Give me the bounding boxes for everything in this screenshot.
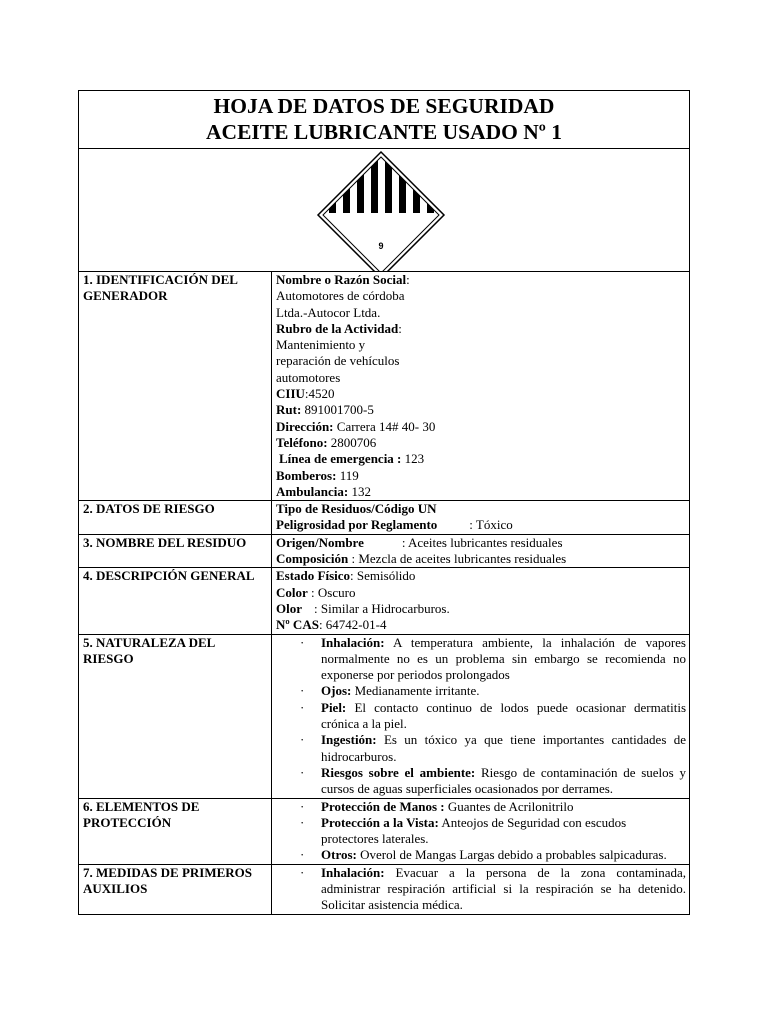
- content-naturaleza-riesgo: [272, 634, 690, 798]
- row-nombre-residuo: [79, 534, 689, 568]
- hazard-class-number: 9: [378, 241, 384, 251]
- color-value: : Oscuro: [311, 584, 356, 600]
- razon-value-2: Ltda.-Autocor Ltda.: [276, 304, 381, 320]
- list-item: · Ingestión: Es un tóxico ya que tiene importantes cantidades de hidrocarburos.: [300, 732, 686, 764]
- hazard-symbol-row: [79, 149, 689, 272]
- row-elementos-proteccion: [79, 798, 689, 864]
- ambulancia-value: 132: [351, 483, 371, 499]
- composicion-value: : Mezcla de aceites lubricantes residuales: [351, 551, 567, 567]
- ciiu-label: CIIU: [276, 386, 305, 402]
- title-line-2: ACEITE LUBRICANTE USADO Nº 1: [206, 120, 562, 144]
- direccion-label: Dirección:: [276, 418, 334, 434]
- row-primeros-auxilios: [79, 864, 689, 913]
- title-line-1: HOJA DE DATOS DE SEGURIDAD: [213, 94, 555, 118]
- list-item: · Inhalación: A temperatura ambiente, la inhalación de vapores normalmente no es un problema sin embargo se recomienda no exponerse por periodos prolongados: [300, 634, 686, 683]
- content-datos-riesgo: [272, 501, 690, 535]
- list-item: · Ojos: Medianamente irritante.: [300, 683, 480, 699]
- content-elementos-proteccion: [272, 798, 690, 864]
- peligrosidad-value: : Tóxico: [469, 517, 513, 533]
- peligrosidad-label: Peligrosidad por Reglamento: [276, 517, 438, 533]
- label-datos-riesgo: 2. DATOS DE RIESGO: [79, 501, 272, 535]
- bomberos-value: 119: [339, 467, 359, 483]
- bullet-icon: ·: [300, 699, 305, 715]
- hazard-class-9-diamond-icon: [311, 149, 451, 271]
- primeros-auxilios-list: [276, 865, 686, 914]
- olor-value: : Similar a Hidrocarburos.: [314, 600, 450, 616]
- bullet-icon: ·: [300, 764, 305, 780]
- estado-label: Estado Físico: [276, 568, 351, 584]
- label-naturaleza-riesgo: 5. NATURALEZA DEL RIESGO: [79, 634, 272, 798]
- list-item: · Otros: Overol de Mangas Largas debido a probables salpicaduras.: [300, 847, 667, 863]
- naturaleza-riesgo-list: [276, 635, 686, 798]
- content-identificacion: Nombre o Razón Social: Automotores de córdoba Ltda.-Autocor Ltda. Rubro de la Actividad: Mantenimiento y reparación de vehículos automotores CIIU:4520 Rut: 891001700-5 Dirección: Carrera 14# 40- 30 Teléfono: 2800706 Línea de emergencia : 123 Bomberos: 119 Ambulancia: 132: [272, 272, 690, 501]
- tipo-residuos-label: Tipo de Residuos/Código UN: [276, 501, 437, 517]
- ambulancia-label: Ambulancia:: [276, 483, 349, 499]
- row-naturaleza-riesgo: [79, 634, 689, 798]
- rut-label: Rut:: [276, 402, 302, 418]
- row-datos-riesgo: [79, 501, 689, 535]
- estado-value: : Semisólido: [350, 568, 416, 584]
- list-item: · Inhalación: Evacuar a la persona de la zona contaminada, administrar respiración artificial si la respiración se ha detenido. Solicitar asistencia médica.: [300, 864, 686, 913]
- bomberos-label: Bomberos:: [276, 467, 337, 483]
- composicion-label: Composición: [276, 551, 349, 567]
- label-primeros-auxilios: 7. MEDIDAS DE PRIMEROS AUXILIOS: [79, 864, 272, 913]
- olor-label: Olor: [276, 600, 302, 616]
- list-item: · Protección a la Vista: Anteojos de Seguridad con escudos protectores laterales.: [300, 814, 627, 847]
- rubro-value-1: Mantenimiento y: [276, 337, 366, 353]
- bullet-icon: ·: [300, 798, 305, 814]
- document-title: [79, 91, 689, 149]
- cas-value: : 64742-01-4: [318, 617, 387, 633]
- cas-label: Nº CAS: [276, 617, 319, 633]
- data-sheet-table: [79, 272, 689, 914]
- content-primeros-auxilios: [272, 864, 690, 913]
- bullet-icon: ·: [300, 634, 305, 650]
- ciiu-value: :4520: [304, 386, 335, 402]
- color-label: Color: [276, 584, 308, 600]
- row-descripcion-general: [79, 568, 689, 634]
- label-elementos-proteccion: 6. ELEMENTOS DE PROTECCIÓN: [79, 798, 272, 864]
- list-item: · Riesgos sobre el ambiente: Riesgo de contaminación de suelos y cursos de aguas superficiales ocasionados por derrames.: [300, 764, 686, 797]
- content-descripcion-general: [272, 568, 690, 634]
- list-item: · Protección de Manos : Guantes de Acrilonitrilo: [300, 798, 574, 814]
- safety-data-sheet: [78, 90, 690, 915]
- telefono-value: 2800706: [330, 434, 377, 450]
- label-descripcion-general: 4. DESCRIPCIÓN GENERAL: [79, 568, 272, 634]
- rubro-value-2: reparación de vehículos: [276, 353, 400, 369]
- rubro-label: Rubro de la Actividad: [276, 320, 399, 336]
- content-nombre-residuo: [272, 534, 690, 568]
- razon-label: Nombre o Razón Social: [276, 272, 407, 287]
- razon-value-1: Automotores de córdoba: [276, 288, 405, 304]
- bullet-icon: ·: [300, 732, 305, 748]
- rut-value: 891001700-5: [304, 402, 374, 418]
- list-item: · Piel: El contacto continuo de lodos puede ocasionar dermatitis crónica a la piel.: [300, 699, 686, 732]
- bullet-icon: ·: [300, 864, 305, 880]
- label-nombre-residuo: 3. NOMBRE DEL RESIDUO: [79, 534, 272, 568]
- bullet-icon: ·: [300, 814, 305, 830]
- emergencia-value: 123: [404, 451, 425, 467]
- bullet-icon: ·: [300, 683, 305, 699]
- origen-label: Origen/Nombre: [276, 534, 364, 550]
- direccion-value: Carrera 14# 40- 30: [336, 418, 436, 434]
- origen-value: : Aceites lubricantes residuales: [401, 534, 563, 550]
- telefono-label: Teléfono:: [276, 434, 328, 450]
- label-identificacion: 1. IDENTIFICACIÓN DEL GENERADOR: [79, 272, 272, 501]
- emergencia-label: Línea de emergencia :: [279, 451, 402, 467]
- elementos-proteccion-list: [276, 799, 686, 864]
- rubro-value-3: automotores: [276, 369, 341, 385]
- row-identificacion: [79, 272, 689, 501]
- bullet-icon: ·: [300, 847, 305, 863]
